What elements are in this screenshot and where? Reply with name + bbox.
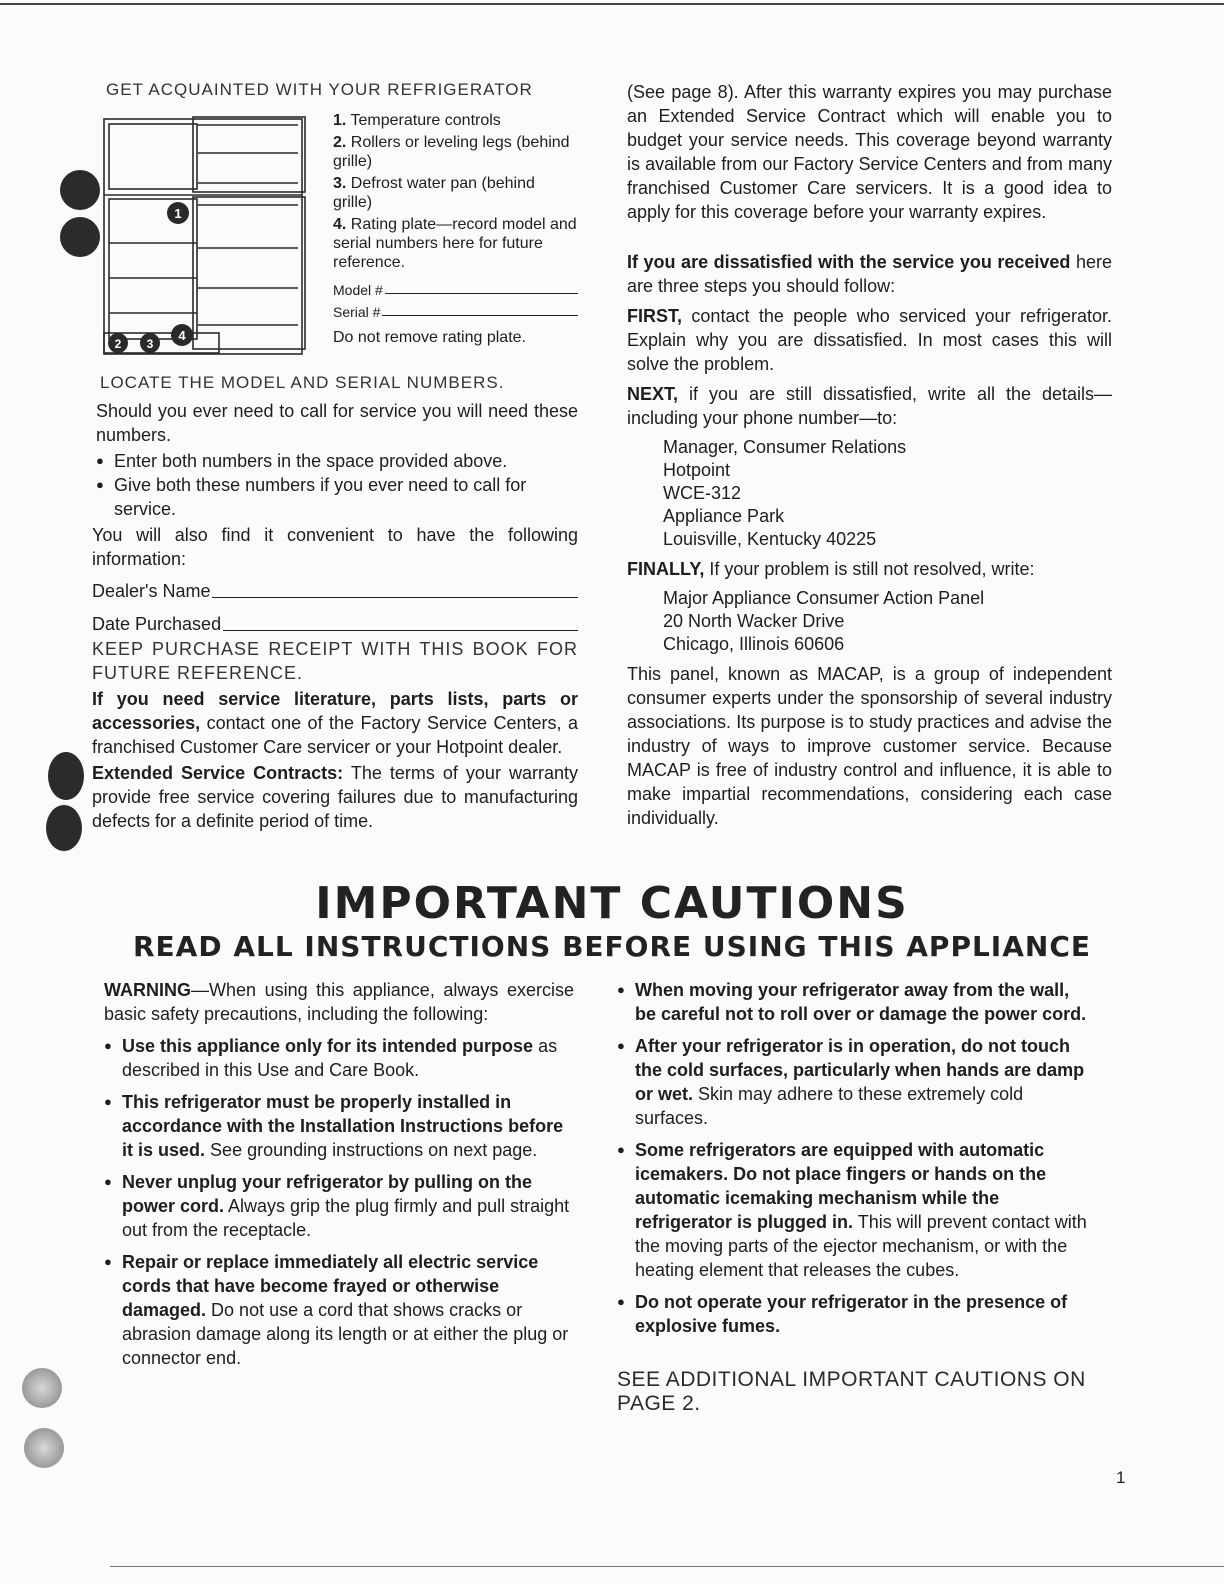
bullet-icon: ● xyxy=(617,1142,625,1157)
read-all-instructions-subtitle: READ ALL INSTRUCTIONS BEFORE USING THIS APPLIANCE xyxy=(132,930,1091,963)
section-heading-get-acquainted: GET ACQUAINTED WITH YOUR REFRIGERATOR xyxy=(106,80,533,99)
important-cautions-title: IMPORTANT CAUTIONS xyxy=(315,878,909,929)
bullet-icon: ● xyxy=(104,1038,112,1053)
part-item-2 xyxy=(333,133,578,171)
diagram-marker-2 xyxy=(108,333,128,353)
model-label: Model # xyxy=(333,282,383,298)
caution-item-bold: After your refrigerator is in operation, do not touch the cold surfaces, particularly when hands are damp or wet. xyxy=(635,1036,1085,1104)
caution-item-text: as described in this Use and Care Book. xyxy=(122,1036,558,1080)
page-number: 1 xyxy=(1116,1468,1126,1487)
punch-hole xyxy=(46,805,82,851)
serial-number-field[interactable] xyxy=(333,304,578,320)
serial-number-blank-line xyxy=(382,315,578,316)
caution-item xyxy=(617,978,1092,1026)
caution-item xyxy=(617,1138,1092,1282)
diagram-marker-3-label: 3 xyxy=(146,337,154,351)
model-number-blank-line xyxy=(385,293,578,294)
info-intro: You will also find it convenient to have the following information: xyxy=(92,525,578,569)
caution-item-text: This will prevent contact with the moving parts of the ejector mechanism, or with the heating element that releases the cubes. xyxy=(635,1212,1087,1280)
caution-item-bold: When moving your refrigerator away from the wall, be careful not to roll over or damage the power cord. xyxy=(635,980,1087,1024)
macap-description: This panel, known as MACAP, is a group of independent consumer experts under the sponsorship of several industry associations. Its purpose is to study practices and advise the industry of ways to improve customer service. Because MACAP is free of industry control and influence, it is able to make impartial recommendations, considering each case individually. xyxy=(627,664,1112,828)
warning-paragraph xyxy=(104,978,574,1026)
service-literature-paragraph xyxy=(92,687,578,759)
dissatisfied-paragraph xyxy=(627,250,1112,298)
parts-list xyxy=(333,111,578,347)
diagram-marker-3 xyxy=(140,333,160,353)
part-item-number: 2. xyxy=(333,134,347,151)
bottom-rule xyxy=(110,1566,1224,1567)
caution-item xyxy=(104,1170,574,1242)
caution-item-text: Always grip the plug firmly and pull straight out from the receptacle. xyxy=(122,1196,570,1240)
locate-section xyxy=(88,373,578,833)
date-label: Date Purchased xyxy=(92,614,222,634)
part-item-text: Temperature controls xyxy=(350,112,501,129)
warranty-continuation: (See page 8). After this warranty expires you may purchase an Extended Service Contract which will enable you to budget your service needs. This coverage beyond warranty is available from our Factory Service Centers and from many franchised Customer Care servicers. It is a good idea to apply for this coverage before your warranty expires. xyxy=(627,82,1112,222)
serial-label: Serial # xyxy=(333,304,381,320)
caution-item xyxy=(617,1290,1092,1338)
finally-step-bold: FINALLY, xyxy=(627,559,705,579)
part-item-number: 4. xyxy=(333,216,347,233)
address-line: Hotpoint xyxy=(663,460,731,480)
keep-receipt-notice: KEEP PURCHASE RECEIPT WITH THIS BOOK FOR FUTURE REFERENCE. xyxy=(92,639,578,683)
address-line: Major Appliance Consumer Action Panel xyxy=(663,588,985,608)
caution-item xyxy=(617,1034,1092,1130)
service-literature-bold: If you need service literature, parts lists, parts or accessories, xyxy=(92,689,578,733)
date-purchased-field[interactable] xyxy=(92,614,578,635)
next-step-text: if you are still dissatisfied, write all the details—including your phone number—to: xyxy=(627,384,1112,428)
warning-text: —When using this appliance, always exercise basic safety precautions, including the following: xyxy=(104,980,574,1024)
service-literature-text: contact one of the Factory Service Centers, a franchised Customer Care servicer or your Hotpoint dealer. xyxy=(92,713,578,757)
part-item-3 xyxy=(333,174,578,212)
locate-bullet-text: Enter both numbers in the space provided above. xyxy=(114,451,508,471)
bullet-icon: ● xyxy=(617,1294,625,1309)
next-step-bold: NEXT, xyxy=(627,384,679,404)
address-line: Manager, Consumer Relations xyxy=(663,437,907,457)
caution-item-text: Skin may adhere to these extremely cold surfaces. xyxy=(635,1084,1024,1128)
part-item-number: 1. xyxy=(333,112,347,129)
address-line: WCE-312 xyxy=(663,483,742,503)
locate-bullet xyxy=(96,449,578,473)
dissatisfied-text: here are three steps you should follow: xyxy=(627,252,1112,296)
address-line: Chicago, Illinois 60606 xyxy=(663,634,845,654)
diagram-marker-4-label: 4 xyxy=(178,328,186,343)
rating-plate-note: Do not remove rating plate. xyxy=(333,329,526,346)
diagram-marker-2-label: 2 xyxy=(114,337,122,351)
bullet-icon: ● xyxy=(617,1038,625,1053)
part-item-number: 3. xyxy=(333,175,347,192)
address-line: 20 North Wacker Drive xyxy=(663,611,845,631)
finally-step-text: If your problem is still not resolved, write: xyxy=(709,559,1035,579)
caution-item-text: See grounding instructions on next page. xyxy=(210,1140,538,1160)
model-number-field[interactable] xyxy=(333,282,578,298)
bullet-icon: ● xyxy=(96,477,104,492)
top-rule xyxy=(0,3,1224,5)
part-item-1 xyxy=(333,111,578,130)
bullet-icon: ● xyxy=(104,1094,112,1109)
refrigerator-diagram xyxy=(98,113,308,358)
cautions-left-column xyxy=(104,978,574,1370)
locate-intro: Should you ever need to call for service you will need these numbers. xyxy=(96,401,578,445)
caution-item-bold: Use this appliance only for its intended purpose xyxy=(122,1036,534,1056)
macap-address xyxy=(627,587,1112,656)
bullet-icon: ● xyxy=(104,1174,112,1189)
address-line: Appliance Park xyxy=(663,506,785,526)
refrigerator-illustration xyxy=(98,113,308,358)
extended-service-text: The terms of your warranty provide free service covering failures due to manufacturing defects for a definite period of time. xyxy=(92,763,578,831)
punch-hole xyxy=(48,752,84,800)
first-step-paragraph xyxy=(627,304,1112,376)
dealer-name-field[interactable] xyxy=(92,581,578,602)
consumer-relations-address xyxy=(627,436,1112,551)
bullet-icon: ● xyxy=(96,453,104,468)
caution-item-bold: Never unplug your refrigerator by pulling on the power cord. xyxy=(122,1172,533,1216)
diagram-marker-1 xyxy=(167,202,189,224)
extended-service-bold: Extended Service Contracts: xyxy=(92,763,344,783)
dealer-name-blank-line xyxy=(212,597,578,598)
address-line: Louisville, Kentucky 40225 xyxy=(663,529,877,549)
see-additional-cautions: SEE ADDITIONAL IMPORTANT CAUTIONS ON PAGE 2. xyxy=(617,1368,1086,1415)
part-item-text: Rating plate—record model and serial numbers here for future reference. xyxy=(333,216,577,271)
next-step-paragraph xyxy=(627,382,1112,430)
part-item-text: Rollers or leveling legs (behind grille) xyxy=(333,134,570,170)
dissatisfied-bold: If you are dissatisfied with the service you received xyxy=(627,252,1071,272)
dealer-label: Dealer's Name xyxy=(92,581,211,601)
bullet-icon: ● xyxy=(617,982,625,997)
cautions-right-column xyxy=(617,978,1092,1416)
caution-item-bold: Repair or replace immediately all electric service cords that have become frayed or otherwise damaged. xyxy=(122,1252,539,1320)
punch-hole xyxy=(60,217,100,257)
date-purchased-blank-line xyxy=(223,630,578,631)
caution-item-text: Do not use a cord that shows cracks or abrasion damage along its length or at either the plug or connector end. xyxy=(122,1300,569,1368)
caution-item-bold: Do not operate your refrigerator in the presence of explosive fumes. xyxy=(635,1292,1068,1336)
caution-item xyxy=(104,1250,574,1370)
finally-step-paragraph xyxy=(627,557,1112,581)
punch-hole xyxy=(22,1368,62,1408)
locate-bullet-text: Give both these numbers if you ever need to call for service. xyxy=(114,475,527,519)
first-step-text: contact the people who serviced your refrigerator. Explain why you are dissatisfied. In most cases this will solve the problem. xyxy=(627,306,1112,374)
diagram-marker-1-label: 1 xyxy=(174,206,182,221)
first-step-bold: FIRST, xyxy=(627,306,683,326)
part-item-text: Defrost water pan (behind grille) xyxy=(333,175,535,211)
left-column xyxy=(88,80,578,831)
diagram-marker-4 xyxy=(171,324,193,346)
locate-bullet xyxy=(96,473,578,521)
part-item-4 xyxy=(333,215,578,272)
punch-hole xyxy=(24,1428,64,1468)
caution-item-bold: This refrigerator must be properly installed in accordance with the Installation Instructions before it is used. xyxy=(122,1092,564,1160)
locate-heading: LOCATE THE MODEL AND SERIAL NUMBERS. xyxy=(100,373,505,392)
punch-hole xyxy=(60,170,100,210)
caution-item xyxy=(104,1090,574,1162)
warning-bold: WARNING xyxy=(104,980,191,1000)
caution-item xyxy=(104,1034,574,1082)
caution-item-bold: Some refrigerators are equipped with automatic icemakers. Do not place fingers or hands on the automatic icemaking mechanism while the refrigerator is plugged in. xyxy=(635,1140,1047,1232)
bullet-icon: ● xyxy=(104,1254,112,1269)
right-column xyxy=(627,80,1112,830)
extended-service-paragraph xyxy=(92,761,578,833)
